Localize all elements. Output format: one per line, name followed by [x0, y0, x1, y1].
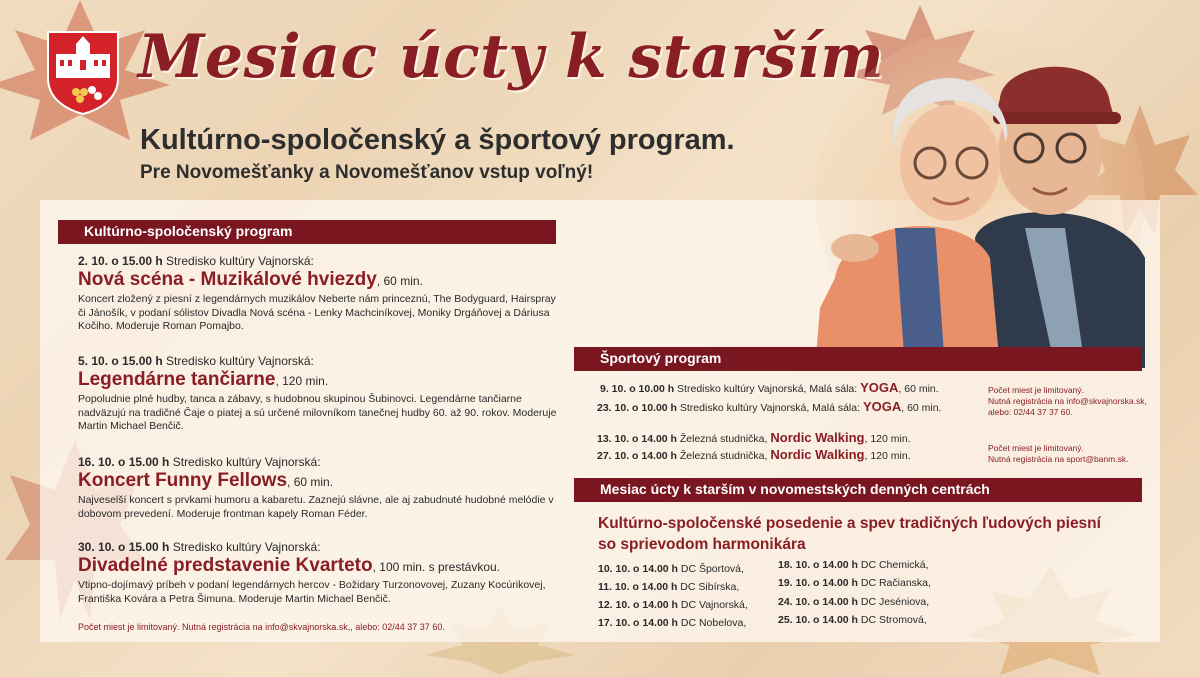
event-date-line: 2. 10. o 15.00 h Stredisko kultúry Vajnorská: [78, 254, 314, 268]
walking-registration-note: Počet miest je limitovaný. Nutná registrácia na sport@banm.sk. [988, 443, 1129, 464]
day-center-item: 17. 10. o 14.00 h DC Nobelova, [598, 617, 747, 629]
day-center-item: 12. 10. o 14.00 h DC Vajnorská, [598, 599, 748, 611]
event-item [78, 455, 563, 521]
yoga-registration-note: Počet miest je limitovaný. Nutná registrácia na info@skvajnorska.sk, alebo: 02/44 37 37 60. [988, 385, 1147, 417]
sport-row: 23. 10. o 10.00 h Stredisko kultúry Vajnorská, Malá sála: YOGA, 60 min. [597, 399, 942, 414]
sport-row: 9. 10. o 10.00 h Stredisko kultúry Vajnorská, Malá sála: YOGA, 60 min. [600, 380, 939, 395]
sport-row: 27. 10. o 14.00 h Železná studnička, Nordic Walking, 120 min. [597, 447, 911, 462]
event-title: Legendárne tančiarne, 120 min. [78, 369, 329, 390]
event-description: Koncert zložený z piesní z legendárnych muzikálov Neberte nám princeznú, The Bodyguard, Hairspray či Jánošík, v podaní sólistov Divadla Nová scéna - Lenky Machciníkovej, Moniky Drgáňovej a Dáriusa Kočiho. Moderuje Roman Pomajbo. [78, 293, 556, 332]
day-center-item: 10. 10. o 14.00 h DC Športová, [598, 563, 744, 575]
day-centers-subheading: Kultúrno-spoločenské posedenie a spev tradičných ľudových piesní so sprievodom harmonikára [598, 515, 1101, 553]
event-title: Nová scéna - Muzikálové hviezdy, 60 min. [78, 269, 423, 290]
day-center-item: 19. 10. o 14.00 h DC Račianska, [778, 577, 931, 589]
event-description: Popoludnie plné hudby, tanca a zábavy, s hudobnou skupinou Šubinovci. Legendárne tančiarne nadväzujú na tradičné Čaje o piatej a sú určené milovníkom tanečnej hudby 60. až 90. rokov. Moderuje Martin Michael Benčič. [78, 393, 557, 432]
sport-row: 13. 10. o 14.00 h Železná studnička, Nordic Walking, 120 min. [597, 430, 911, 445]
day-center-item: 25. 10. o 14.00 h DC Stromová, [778, 614, 927, 626]
elderly-couple-illustration [815, 28, 1145, 368]
event-item [78, 254, 563, 334]
event-description: Najveselší koncert s prvkami humoru a kabaretu. Zaznejú slávne, ale aj zabudnuté hudobné melódie v dobovom prevedení. Moderuje frontman kapely Roman Féder. [78, 494, 554, 520]
event-date-line: 30. 10. o 15.00 h Stredisko kultúry Vajnorská: [78, 540, 321, 554]
cultural-program-heading: Kultúrno-spoločenský program [58, 220, 556, 244]
page-subtitle: Kultúrno-spoločenský a športový program. [140, 124, 735, 156]
event-date-line: 16. 10. o 15.00 h Stredisko kultúry Vajnorská: [78, 455, 321, 469]
event-date-line: 5. 10. o 15.00 h Stredisko kultúry Vajnorská: [78, 354, 314, 368]
event-title: Divadelné predstavenie Kvarteto, 100 min. s prestávkou. [78, 555, 501, 576]
day-centers-heading: Mesiac úcty k starším v novomestských denných centrách [574, 478, 1142, 502]
event-title: Koncert Funny Fellows, 60 min. [78, 470, 334, 491]
day-center-item: 24. 10. o 14.00 h DC Jeséniova, [778, 596, 930, 608]
page-title: Mesiac úcty k starším [138, 22, 885, 92]
page-subtitle-entry: Pre Novomešťanky a Novomešťanov vstup voľný! [140, 162, 594, 183]
city-crest-logo [46, 30, 120, 116]
event-item [78, 354, 563, 434]
sport-program-heading: Športový program [574, 347, 1142, 371]
day-center-item: 18. 10. o 14.00 h DC Chemická, [778, 559, 929, 571]
day-center-item: 11. 10. o 14.00 h DC Sibírska, [598, 581, 740, 593]
cultural-registration-note: Počet miest je limitovaný. Nutná registrácia na info@skvajnorska.sk,, alebo: 02/44 37 37 60. [78, 622, 445, 632]
event-item [78, 540, 563, 606]
event-description: Vtipno-dojímavý príbeh v podaní legendárnych hercov - Božidary Turzonovovej, Zuzany Kocúrikovej, Františka Kovára a Petra Šimuna. Moderuje Martin Michael Benčič. [78, 579, 546, 605]
